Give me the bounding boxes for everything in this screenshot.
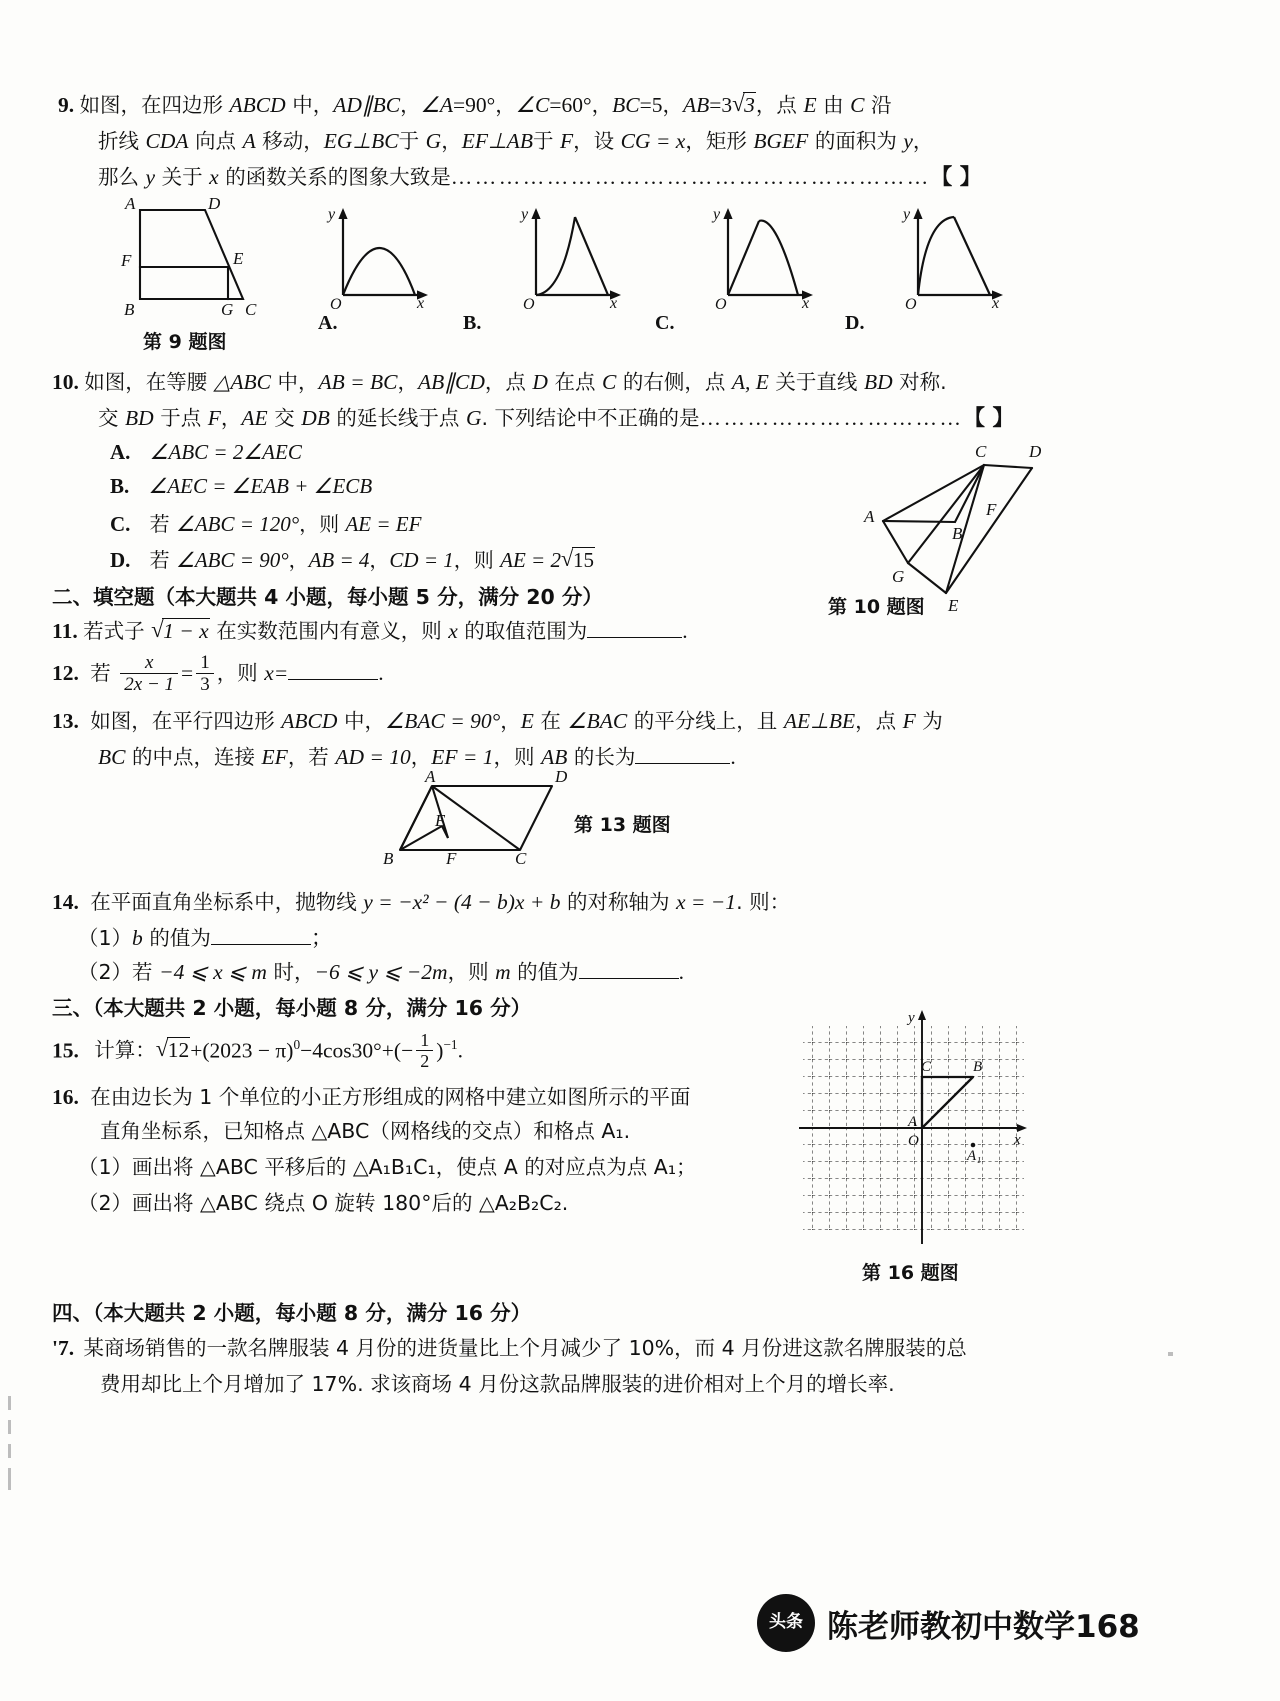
q13-figure-caption: 第 13 题图 bbox=[574, 814, 671, 836]
question-14-part-2: （2）若 −4 ⩽ x ⩽ m 时，−6 ⩽ y ⩽ −2m，则 m 的值为 . bbox=[78, 960, 685, 984]
q9-option-b-origin: O bbox=[523, 296, 535, 313]
svg-text:G: G bbox=[221, 300, 234, 319]
q9-cond-3: ∠C bbox=[515, 93, 550, 117]
q9-text-b: 中， bbox=[285, 93, 334, 117]
q9-option-b-y-label: y bbox=[521, 206, 529, 223]
q11-number: 11. bbox=[52, 619, 78, 643]
q12-answer-blank[interactable] bbox=[288, 663, 378, 680]
question-10-line-1: 10. 如图，在等腰 △ABC 中，AB = BC，AB∥CD，点 D 在点 C 的右侧，点 A, E 关于直线 BD 对称. bbox=[52, 370, 947, 394]
q9-abcd: ABCD bbox=[229, 93, 286, 117]
question-13-line-2: BC 的中点，连接 EF，若 AD = 10，EF = 1，则 AB 的长为 . bbox=[98, 745, 736, 769]
q9-option-d-x-label: x bbox=[992, 295, 1000, 312]
q13-label-A: A bbox=[425, 767, 436, 786]
q9-text-a: 如图，在四边形 bbox=[79, 93, 230, 117]
q9-option-a-graph bbox=[325, 203, 430, 313]
svg-text:E: E bbox=[233, 249, 244, 268]
svg-text:C: C bbox=[245, 300, 257, 319]
q10-choice-a-text: ∠ABC = 2∠AEC bbox=[149, 440, 302, 464]
q17-number: '7. bbox=[52, 1336, 75, 1360]
q9-cond-3-val: =60° bbox=[549, 93, 592, 117]
q16-y-axis-label: y bbox=[908, 1010, 915, 1026]
svg-text:D: D bbox=[208, 194, 221, 213]
q11-sqrt: √ 1 − x bbox=[151, 618, 210, 644]
toutiao-logo-icon: 头条 bbox=[757, 1594, 815, 1652]
q10-label-A: A bbox=[864, 507, 875, 526]
scan-artifact bbox=[8, 1444, 11, 1458]
q16-label-A1: A₁ bbox=[967, 1148, 982, 1164]
question-17-line-2: 费用却比上个月增加了 17%. 求该商场 4 月份这款品牌服装的进价相对上个月的增长率. bbox=[100, 1372, 895, 1396]
q9-leader-dots: …………………………………………………… bbox=[450, 165, 931, 189]
q10-choice-c-tag: C. bbox=[110, 512, 131, 536]
q9-figure-caption: 第 9 题图 bbox=[143, 331, 227, 353]
scan-artifact bbox=[8, 1420, 11, 1434]
q13-label-C: C bbox=[515, 849, 527, 868]
q13-label-B: B bbox=[383, 849, 394, 868]
q9-text-c: ，点 bbox=[755, 93, 804, 117]
q13-label-D: D bbox=[555, 767, 568, 786]
q14-equation: y = −x² − (4 − b)x + b bbox=[363, 890, 561, 914]
question-16-part-1: （1）画出将 △ABC 平移后的 △A₁B₁C₁，使点 A 的对应点为点 A₁； bbox=[78, 1155, 697, 1179]
question-11: 11. 若式子 √ 1 − x 在实数范围内有意义，则 x 的取值范围为 . bbox=[52, 614, 688, 644]
q10-label-G: G bbox=[892, 567, 905, 586]
q10-leader-dots: …………………………… bbox=[699, 406, 964, 430]
q9-cond-2: ∠A bbox=[420, 93, 454, 117]
question-10-line-2: 交 BD 于点 F，AE 交 DB 的延长线于点 G. 下列结论中不正确的是……………………………【 】 bbox=[98, 406, 1015, 431]
section-3-heading: 三、（本大题共 2 小题，每小题 8 分，满分 16 分） bbox=[52, 996, 532, 1020]
watermark bbox=[757, 1594, 1140, 1652]
q9-number: 9. bbox=[58, 93, 75, 117]
q13-figure bbox=[380, 767, 590, 868]
question-9-line-1: 9. 如图，在四边形 ABCD 中，AD∥BC，∠A=90°，∠C=60°，BC=5，AB=3 √ 3，点 E 由 C 沿 bbox=[58, 88, 892, 118]
q16-x-axis-label: x bbox=[1014, 1132, 1021, 1148]
q9-cond-2-val: =90° bbox=[453, 93, 496, 117]
q9-option-c-graph bbox=[710, 203, 815, 313]
scan-artifact bbox=[1168, 1352, 1173, 1356]
scan-artifact bbox=[8, 1396, 11, 1410]
q9-option-c-origin: O bbox=[715, 296, 727, 313]
q14-axis: x = −1 bbox=[676, 890, 737, 914]
q9-cond-4: BC bbox=[612, 93, 640, 117]
q9-cda: CDA bbox=[145, 129, 189, 153]
question-13-line-1: 13. 如图，在平行四边形 ABCD 中，∠BAC = 90°，E 在 ∠BAC 的平分线上，且 AE⊥BE，点 F 为 bbox=[52, 709, 943, 733]
q15-sqrt-12: √ 12 bbox=[156, 1037, 191, 1063]
q16-label-B: B bbox=[973, 1059, 983, 1075]
q9-cond-5: AB bbox=[682, 93, 710, 117]
q10-label-B: B bbox=[952, 524, 963, 543]
q13-number: 13. bbox=[52, 709, 79, 733]
q16-label-A: A bbox=[908, 1114, 918, 1130]
q10-choice-a-tag: A. bbox=[110, 440, 131, 464]
q10-choice-b-tag: B. bbox=[110, 474, 130, 498]
q9-option-d-origin: O bbox=[905, 296, 917, 313]
q9-bgef: BGEF bbox=[753, 129, 809, 153]
q14-range-x: −4 ⩽ x ⩽ m bbox=[159, 960, 267, 984]
q15-paren-zero: (2023 − π) bbox=[202, 1038, 294, 1063]
q9-eg-perp: EG⊥BC bbox=[323, 129, 399, 153]
section-2-heading: 二、填空题（本大题共 4 小题，每小题 5 分，满分 20 分） bbox=[52, 585, 603, 609]
q12-fraction-right: $\frac{1}{3}$ bbox=[196, 652, 214, 696]
q9-answer-bracket: 【 】 bbox=[930, 165, 982, 190]
question-14-line-1: 14. 在平面直角坐标系中，抛物线 y = −x² − (4 − b)x + b 的对称轴为 x = −1. 则： bbox=[52, 890, 791, 914]
q13-answer-blank[interactable] bbox=[635, 747, 730, 764]
q10-choice-d-tag: D. bbox=[110, 548, 131, 572]
q10-triangle-abc: △ABC bbox=[213, 370, 271, 394]
q13-angle-bac: ∠BAC = 90° bbox=[384, 709, 501, 733]
q10-label-F: F bbox=[986, 500, 997, 519]
q10-figure-caption: 第 10 题图 bbox=[828, 596, 925, 618]
q9-option-c-y-label: y bbox=[713, 206, 721, 223]
q10-choice-b-text: ∠AEC = ∠EAB + ∠ECB bbox=[148, 474, 373, 498]
svg-text:A: A bbox=[125, 194, 136, 213]
q10-label-D: D bbox=[1029, 442, 1042, 461]
q10-label-E: E bbox=[948, 596, 959, 615]
svg-text:F: F bbox=[121, 251, 132, 270]
q16-number: 16. bbox=[52, 1085, 79, 1109]
question-9-line-3: 那么 y 关于 x 的函数关系的图象大致是……………………………………………………【 】 bbox=[98, 165, 982, 190]
q9-option-b-label: B. bbox=[463, 312, 482, 334]
q14-number: 14. bbox=[52, 890, 79, 914]
q9-option-a-y-label: y bbox=[328, 206, 336, 223]
q16-figure-caption: 第 16 题图 bbox=[862, 1262, 959, 1284]
q10-choice-d: D. 若 ∠ABC = 90°，AB = 4，CD = 1，则 AE = 2 √ 15 bbox=[110, 544, 595, 573]
q10-answer-bracket: 【 】 bbox=[963, 406, 1015, 431]
q10-sqrt-15: √ 15 bbox=[561, 547, 595, 573]
q15-number: 15. bbox=[52, 1038, 79, 1063]
q9-option-b-graph bbox=[518, 203, 623, 313]
q13-label-F: F bbox=[446, 849, 457, 868]
q12-fraction-left: $\frac{x}{2x - 1}$ bbox=[120, 652, 178, 696]
svg-text:B: B bbox=[124, 300, 135, 319]
question-9-line-2: 折线 CDA 向点 A 移动，EG⊥BC于 G，EF⊥AB于 F，设 CG = x，矩形 BGEF 的面积为 y， bbox=[98, 129, 934, 153]
question-14-part-1: （1）b 的值为 ； bbox=[78, 926, 333, 950]
q13-ad-10: AD = 10 bbox=[335, 745, 411, 769]
q10-ab-par-cd: AB∥CD bbox=[417, 370, 485, 394]
q9-option-d-label: D. bbox=[845, 312, 865, 334]
q14-range-y: −6 ⩽ y ⩽ −2m bbox=[314, 960, 448, 984]
q13-ae-perp-be: AE⊥BE bbox=[783, 709, 856, 733]
q10-ab-eq-bc: AB = BC bbox=[318, 370, 398, 394]
q9-cond-4-val: =5 bbox=[639, 93, 663, 117]
q9-sqrt-3: √ 3 bbox=[732, 92, 756, 118]
q9-option-d-y-label: y bbox=[903, 206, 911, 223]
question-16-line-1: 16. 在由边长为 1 个单位的小正方形组成的网格中建立如图所示的平面 bbox=[52, 1085, 691, 1109]
q9-option-c-label: C. bbox=[655, 312, 675, 334]
q14-part-1-blank[interactable] bbox=[211, 928, 311, 945]
question-12: 12. 若 $\frac{x}{2x - 1}$ = $\frac{1}{3}$ ，则 x= . bbox=[52, 652, 384, 696]
q9-option-d-graph bbox=[900, 203, 1005, 313]
q10-choice-b bbox=[110, 474, 372, 499]
q9-ef-perp: EF⊥AB bbox=[461, 129, 533, 153]
q16-label-C: C bbox=[921, 1059, 932, 1075]
q16-origin-label: O bbox=[908, 1133, 919, 1149]
q10-choice-a bbox=[110, 440, 302, 465]
q9-cond-5-val: =3 bbox=[709, 93, 733, 117]
question-17-line-1: '7. 某商场销售的一款名牌服装 4 月份的进货量比上个月减少了 10%，而 4 月份进这款名牌服装的总 bbox=[52, 1336, 967, 1360]
q10-label-C: C bbox=[975, 442, 987, 461]
q9-option-a-label: A. bbox=[318, 312, 338, 334]
question-16-part-2: （2）画出将 △ABC 绕点 O 旋转 180°后的 △A₂B₂C₂. bbox=[78, 1191, 569, 1215]
q9-option-a-origin: O bbox=[330, 296, 342, 313]
q9-option-c-x-label: x bbox=[802, 295, 810, 312]
section-4-heading: 四、（本大题共 2 小题，每小题 8 分，满分 16 分） bbox=[52, 1301, 532, 1325]
q12-number: 12. bbox=[52, 660, 79, 685]
question-16-line-2: 直角坐标系，已知格点 △ABC（网格线的交点）和格点 A₁. bbox=[100, 1119, 631, 1143]
scan-artifact bbox=[8, 1468, 11, 1490]
q13-label-E: E bbox=[435, 811, 446, 830]
q11-answer-blank[interactable] bbox=[587, 621, 682, 638]
q15-cos-term: 4cos30° bbox=[312, 1038, 382, 1063]
q9-option-b-x-label: x bbox=[610, 295, 618, 312]
q10-number: 10. bbox=[52, 370, 79, 394]
q14-part-2-blank[interactable] bbox=[579, 962, 679, 979]
q9-cg-x: CG = x bbox=[620, 129, 686, 153]
q9-option-a-x-label: x bbox=[417, 295, 425, 312]
watermark-text: 陈老师教初中数学168 bbox=[827, 1608, 1140, 1645]
q16-figure bbox=[795, 1008, 1035, 1248]
q13-ef-1: EF = 1 bbox=[431, 745, 494, 769]
q15-half-fraction: $\frac{1}{2}$ bbox=[416, 1030, 433, 1071]
q9-figure bbox=[105, 194, 265, 319]
q9-cond-1: AD∥BC bbox=[333, 93, 401, 117]
q10-choice-c: C. 若 ∠ABC = 120°，则 AE = EF bbox=[110, 512, 422, 536]
question-15: 15. 计算： √ $12+(2023 - \pi)^0-4\cos 30^\circ+(-$ $\frac{1}{2}$ )$^{-1}$. bbox=[52, 1030, 463, 1071]
